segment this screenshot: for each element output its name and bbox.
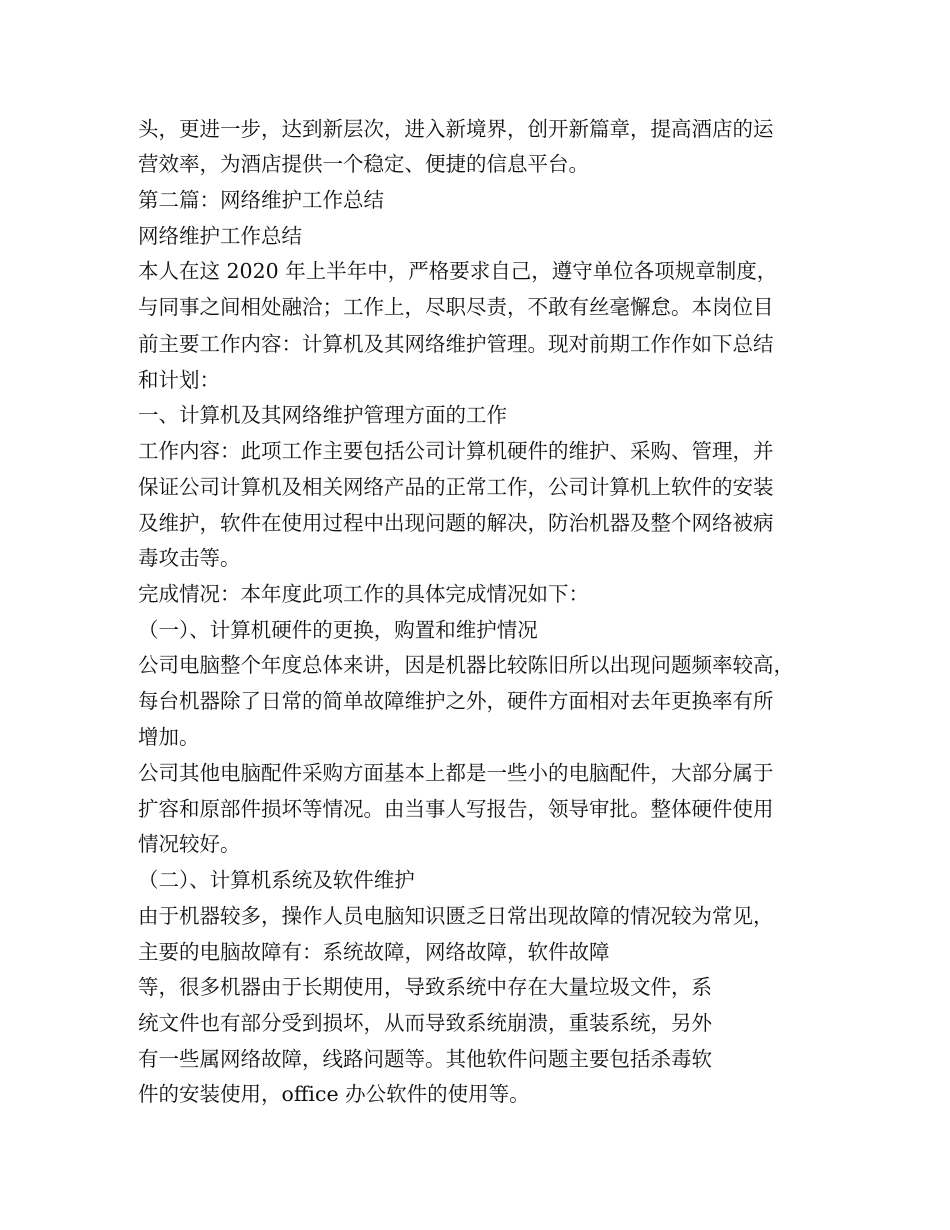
subheading-software: （二）、计算机系统及软件维护 <box>138 868 415 892</box>
paragraph-line-8: 和计划： <box>138 368 220 392</box>
paragraph-line-16: 公司电脑整个年度总体来讲，因是机器比较陈旧所以出现问题频率较高， <box>138 653 794 677</box>
paragraph-line-25: 等，很多机器由于长期使用，导致系统中存在大量垃圾文件，系 <box>138 975 712 999</box>
paragraph-line-27: 有一些属网络故障，线路问题等。其他软件问题主要包括杀毒软 <box>138 1047 712 1071</box>
paragraph-line-1: 头，更进一步，达到新层次，进入新境界，创开新篇章，提高酒店的运 <box>138 117 774 141</box>
paragraph-line-14: 完成情况：本年度此项工作的具体完成情况如下： <box>138 582 589 606</box>
paragraph-line-13: 毒攻击等。 <box>138 546 241 570</box>
paragraph-line-17: 每台机器除了日常的简单故障维护之外，硬件方面相对去年更换率有所 <box>138 689 774 713</box>
paragraph-line-26: 统文件也有部分受到损坏，从而导致系统崩溃，重装系统，另外 <box>138 1011 712 1035</box>
paragraph-line-19: 公司其他电脑配件采购方面基本上都是一些小的电脑配件，大部分属于 <box>138 761 774 785</box>
paragraph-line-18: 增加。 <box>138 725 200 749</box>
paragraph-line-2: 营效率，为酒店提供一个稳定、便捷的信息平台。 <box>138 152 589 176</box>
paragraph-line-12: 及维护，软件在使用过程中出现问题的解决，防治机器及整个网络被病 <box>138 511 774 535</box>
paragraph-line-28: 件的安装使用，office 办公软件的使用等。 <box>138 1082 530 1106</box>
paragraph-line-7: 前主要工作内容：计算机及其网络维护管理。现对前期工作作如下总结 <box>138 332 774 356</box>
paragraph-line-21: 情况较好。 <box>138 832 241 856</box>
paragraph-line-24: 主要的电脑故障有：系统故障，网络故障，软件故障 <box>138 940 610 964</box>
paragraph-line-5: 本人在这 2020 年上半年中，严格要求自己，遵守单位各项规章制度， <box>138 259 778 283</box>
paragraph-line-6: 与同事之间相处融洽；工作上，尽职尽责，不敢有丝毫懈怠。本岗位目 <box>138 295 774 319</box>
subheading-computer-network: 一、计算机及其网络维护管理方面的工作 <box>138 403 507 427</box>
paragraph-line-23: 由于机器较多，操作人员电脑知识匮乏日常出现故障的情况较为常见， <box>138 904 774 928</box>
paragraph-line-20: 扩容和原部件损坏等情况。由当事人写报告，领导审批。整体硬件使用 <box>138 797 774 821</box>
paragraph-line-10: 工作内容：此项工作主要包括公司计算机硬件的维护、采购、管理，并 <box>138 439 774 463</box>
section-title: 网络维护工作总结 <box>138 224 302 248</box>
subheading-hardware: （一）、计算机硬件的更换，购置和维护情况 <box>138 618 538 642</box>
paragraph-line-11: 保证公司计算机及相关网络产品的正常工作，公司计算机上软件的安装 <box>138 475 774 499</box>
section-heading-part-two: 第二篇：网络维护工作总结 <box>138 188 384 212</box>
